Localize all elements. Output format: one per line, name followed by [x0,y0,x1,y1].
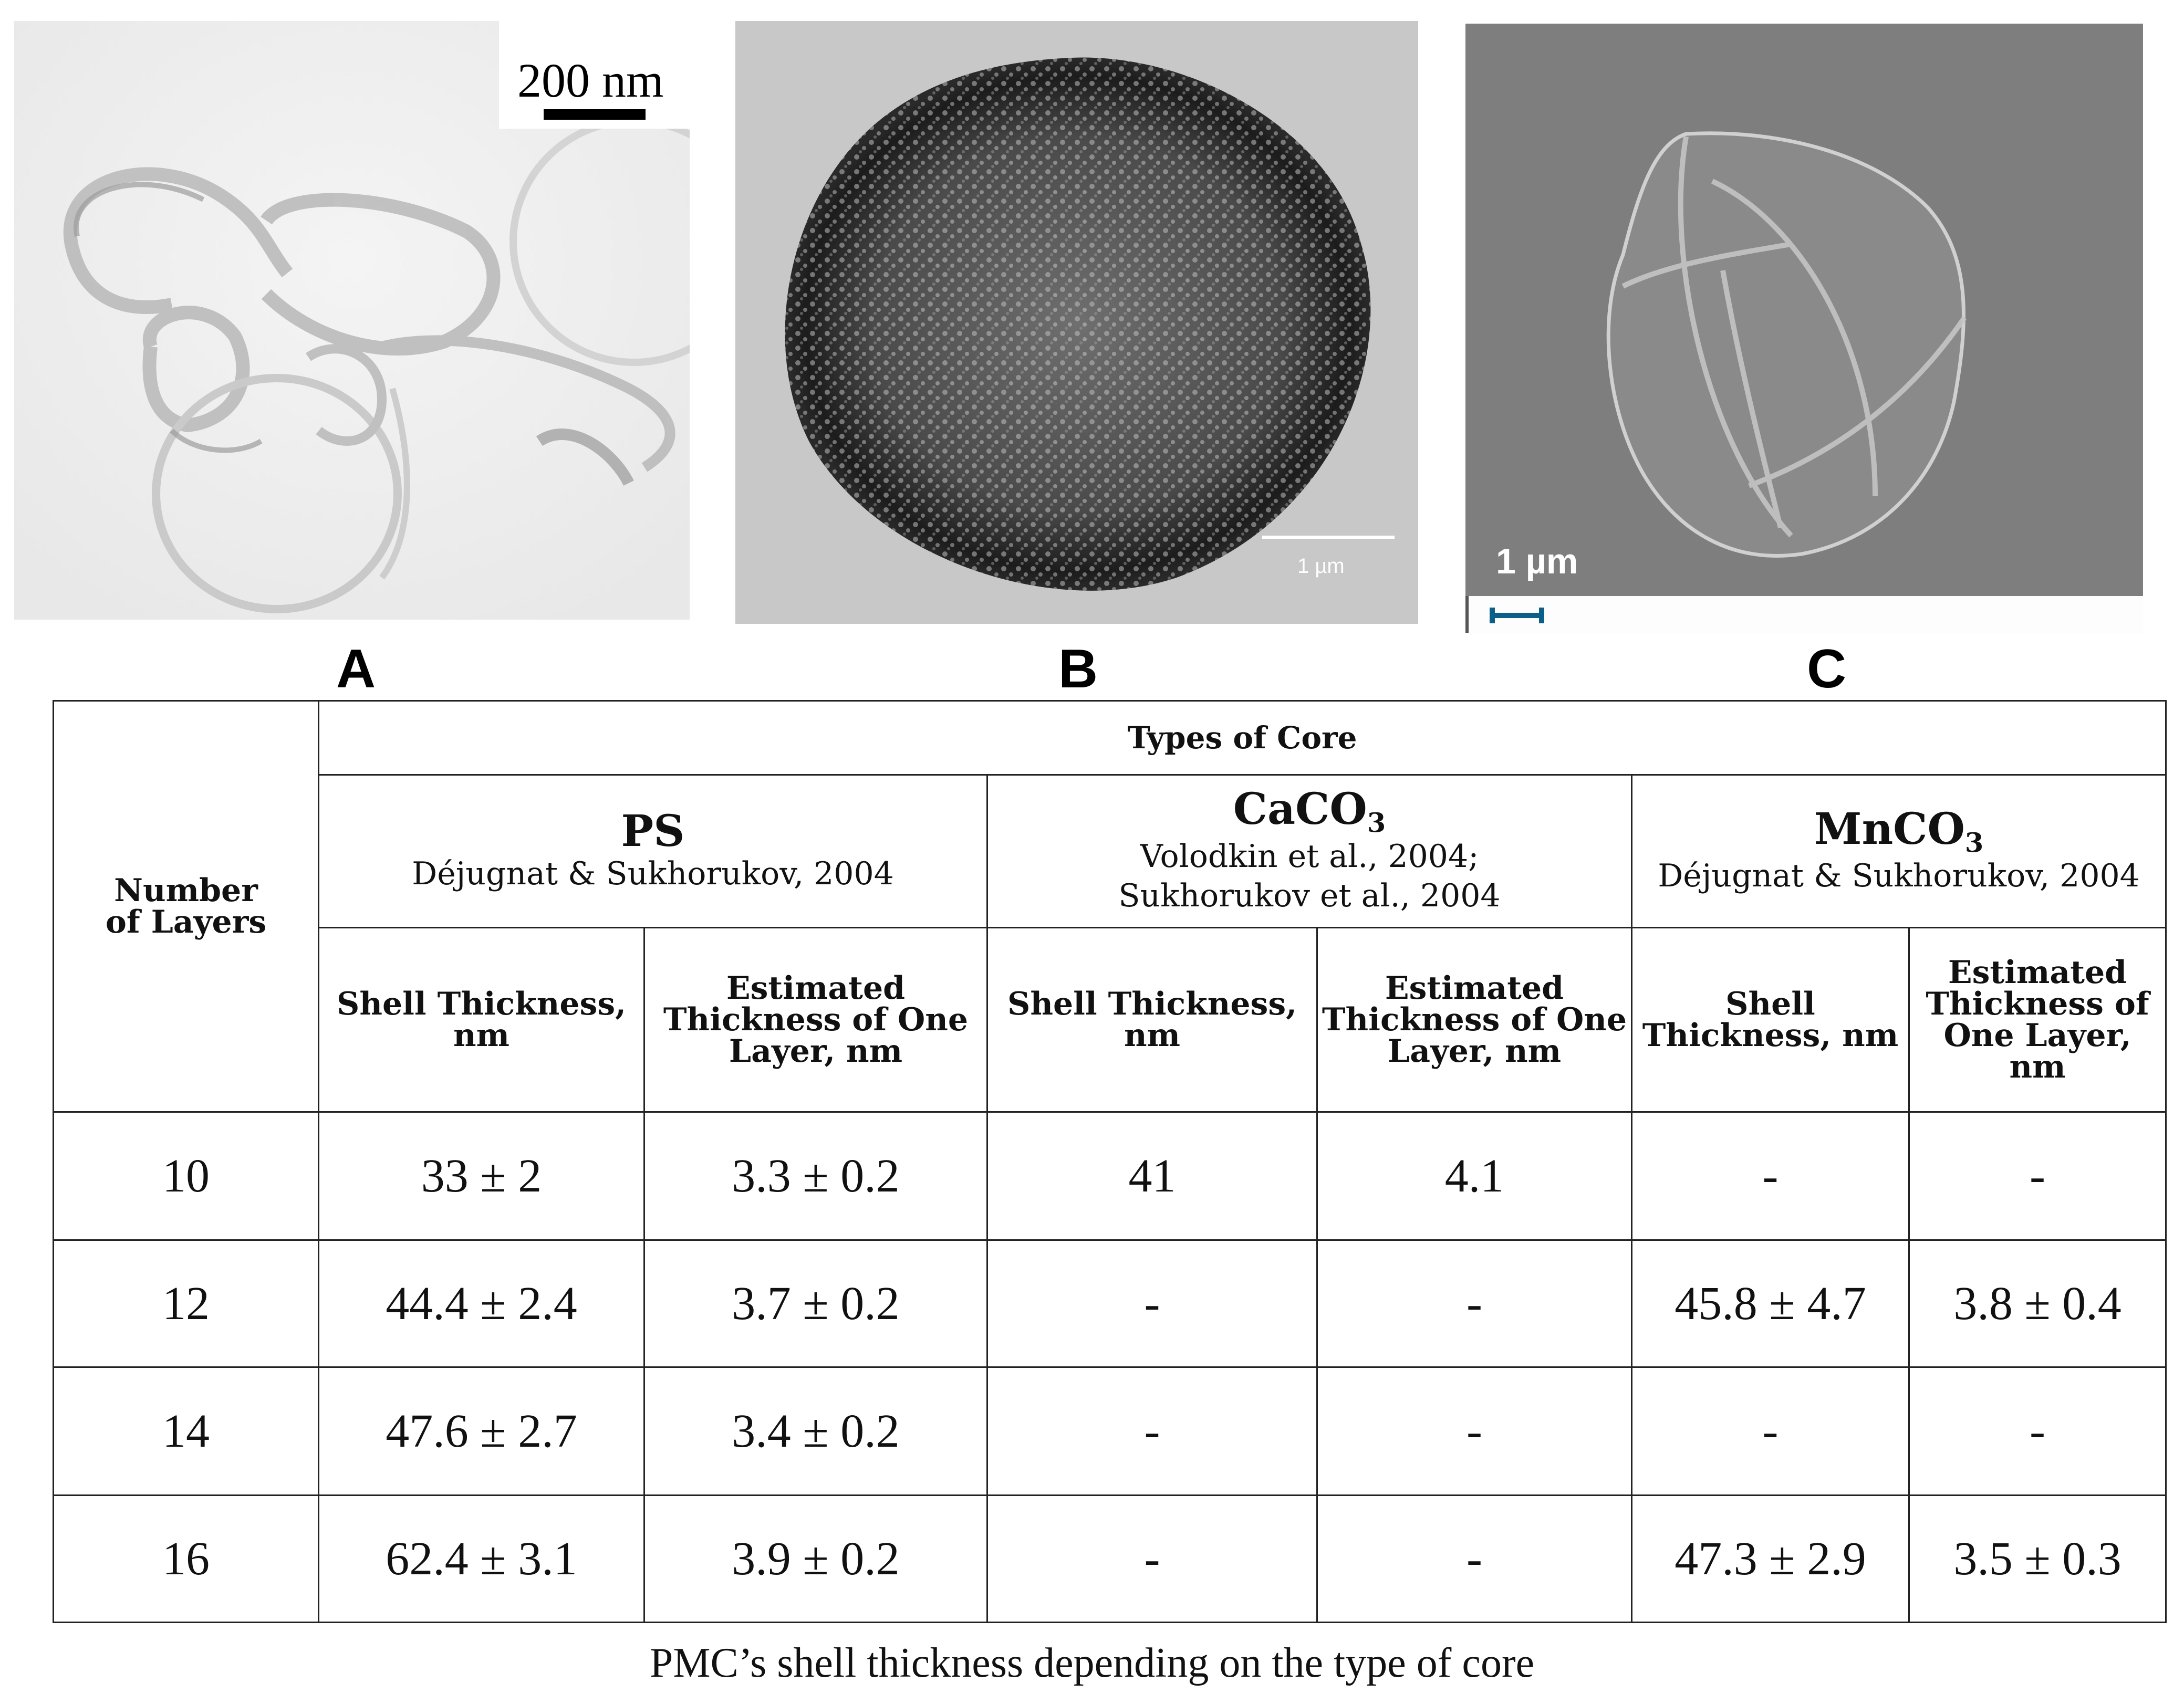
value-cell: 41 [987,1112,1317,1240]
core-header-ps: PS Déjugnat & Sukhorukov, 2004 [319,775,987,928]
header-row-measures [54,928,2166,1112]
value-cell: 62.4 ± 3.1 [319,1496,644,1623]
scale-bar-label: 1 µm [1496,541,1578,581]
table-row [54,1240,2166,1367]
number-of-layers-header: Number of Layers [54,701,319,1112]
collapsed-capsule-image [1465,24,2143,596]
micrograph-c [1465,24,2143,596]
value-cell: 47.3 ± 2.9 [1632,1496,1909,1623]
value-cell: - [1909,1367,2166,1496]
table-row [54,1367,2166,1496]
layers-cell: 10 [54,1112,319,1240]
caco3-shell-thickness-header: Shell Thickness, nm [987,928,1317,1112]
table-row [54,1496,2166,1623]
types-of-core-header: Types of Core [319,701,2166,775]
value-cell: - [987,1240,1317,1367]
mnco3-layer-thickness-header: Estimated Thickness of One Layer, nm [1909,928,2166,1112]
layers-cell: 12 [54,1240,319,1367]
core-header-caco3: CaCO$_3$ Volodkin et al., 2004; Sukhorukov et al., 2004 [987,775,1632,928]
table-row [54,1112,2166,1240]
scale-bar-label: 1 µm [1297,555,1345,578]
ps-layer-thickness-header: Estimated Thickness of One Layer, nm [644,928,987,1112]
value-cell: 4.1 [1317,1112,1632,1240]
scale-bar [1262,536,1395,539]
value-cell: 3.8 ± 0.4 [1909,1240,2166,1367]
value-cell: 45.8 ± 4.7 [1632,1240,1909,1367]
value-cell: - [987,1367,1317,1496]
value-cell: 3.5 ± 0.3 [1909,1496,2166,1623]
scale-bar-strip [1465,596,2143,633]
header-row-cores [54,775,2166,928]
value-cell: 33 ± 2 [319,1112,644,1240]
value-cell: - [1632,1367,1909,1496]
panel-label-a: A [336,639,376,699]
value-cell: - [1317,1240,1632,1367]
value-cell: 3.3 ± 0.2 [644,1112,987,1240]
layers-cell: 16 [54,1496,319,1623]
value-cell: 3.7 ± 0.2 [644,1240,987,1367]
mnco3-shell-thickness-header: Shell Thickness, nm [1632,928,1909,1112]
value-cell: 3.4 ± 0.2 [644,1367,987,1496]
value-cell: - [1317,1496,1632,1623]
micrograph-b [735,21,1418,624]
micrograph-a [14,21,690,620]
panel-label-b: B [1058,639,1098,699]
scale-bar-label: 200 nm [517,54,664,107]
caco3-layer-thickness-header: Estimated Thickness of One Layer, nm [1317,928,1632,1112]
value-cell: - [1909,1112,2166,1240]
value-cell: 3.9 ± 0.2 [644,1496,987,1623]
figure-caption: PMC’s shell thickness depending on the type of core [649,1640,1535,1686]
shell-thickness-table [53,700,2167,1623]
layers-cell: 14 [54,1367,319,1496]
value-cell: 44.4 ± 2.4 [319,1240,644,1367]
core-header-mnco3: MnCO$_3$ Déjugnat & Sukhorukov, 2004 [1632,775,2166,928]
ps-shell-thickness-header: Shell Thickness, nm [319,928,644,1112]
value-cell: 47.6 ± 2.7 [319,1367,644,1496]
value-cell: - [1317,1367,1632,1496]
value-cell: - [1632,1112,1909,1240]
scale-bar [544,109,646,120]
scale-bar [1490,608,1544,623]
porous-capsule-image [735,21,1418,624]
panel-label-c: C [1807,639,1847,699]
value-cell: - [987,1496,1317,1623]
header-row-group [54,701,2166,775]
